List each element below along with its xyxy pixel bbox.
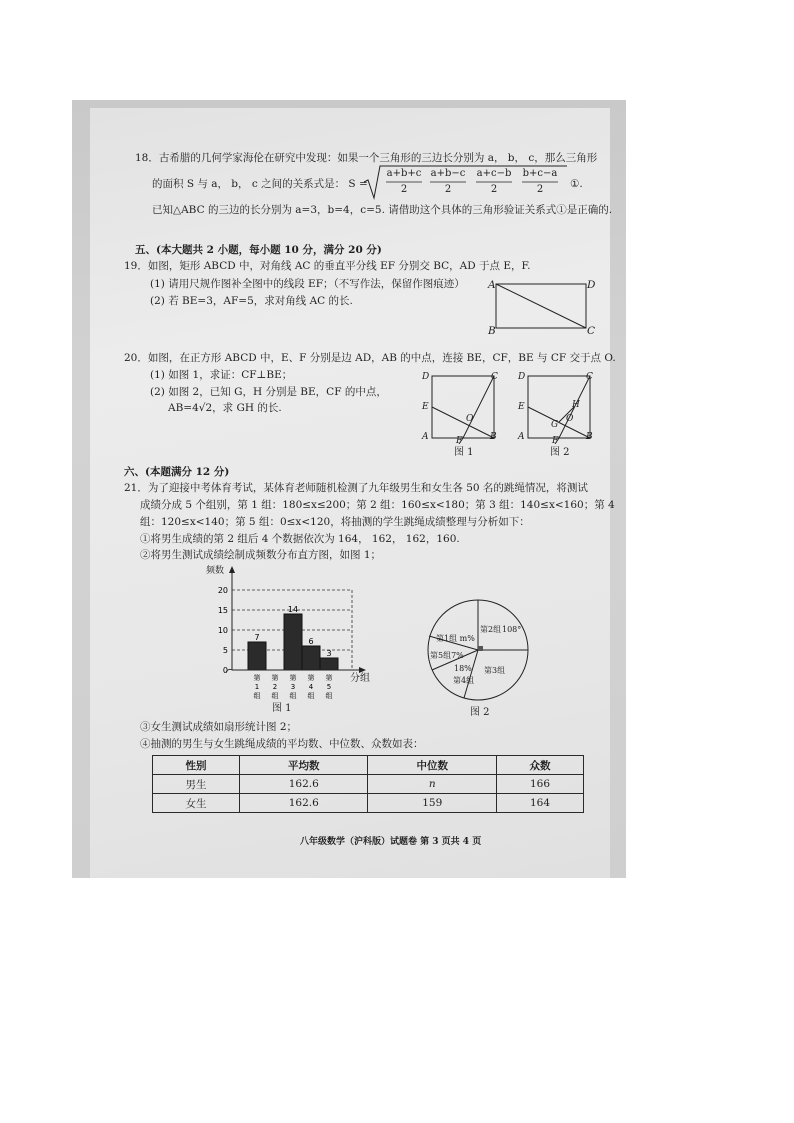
fig2-label-d: D [518,372,526,382]
fig1-label-a: A [422,432,429,442]
y-axis-arrow [229,566,235,573]
pie-label-group4-pct: 18% [454,664,472,673]
table-cell: n [368,775,497,794]
pie-caption: 图 2 [470,707,490,718]
q19-label-d: D [587,279,596,291]
histogram-xlabel: 分组 [350,673,370,684]
q21-line3: 组：120≤x<140；第 5 组：0≤x<120，将抽测的学生跳绳成绩整理与分析如下： [140,516,530,528]
histogram-ytick-label: 10 [217,626,228,635]
q21-item2: ②将男生测试成绩绘制成频数分布直方图，如图 1； [140,549,382,561]
formula-denominator-1: 2 [400,184,408,195]
table-cell: 166 [496,775,583,794]
fig1-label-b: B [490,432,497,442]
page-footer: 八年级数学（沪科版）试题卷 第 3 页共 4 页 [300,837,482,847]
fig2-label-h: H [572,400,580,410]
circled-one: ①. [570,178,583,190]
histogram-caption: 图 1 [272,703,292,714]
q19-label-a: A [488,279,496,291]
histogram-category-label: 1 [254,683,260,691]
histogram-category-label: 组 [289,692,297,700]
rectangle-abcd-figure [486,276,598,338]
fig1-label-f: F [456,436,463,446]
q21-line1: 21．为了迎接中考体育考试，某体育老师随机检测了九年级男生和女生各 50 名的跳绳情况，将测试 [124,482,588,494]
formula-denominator-3: 2 [490,184,498,195]
fig2-label-o: O [566,414,574,424]
q21-line2: 成绩分成 5 个组别，第 1 组：180≤x≤200；第 2 组：160≤x<180；第 3 组：140≤x<160；第 4 [140,499,615,511]
q18-line3: 已知△ABC 的三边的长分别为 a=3，b=4，c=5. 请借助这个具体的三角形验证关系式①是正确的. [152,204,613,216]
pie-label-group5: 第5组7% [430,651,464,660]
histogram-value-label: 6 [308,637,314,646]
table-header-mean: 平均数 [239,756,368,775]
table-cell: 164 [496,794,583,813]
fig2-label-g: G [551,420,559,430]
histogram-category-label: 第 [325,674,333,682]
q21-item4: ④抽测的男生与女生跳绳成绩的平均数、中位数、众数如表： [140,738,424,750]
histogram-bar [320,658,338,670]
fig1-label-d: D [422,372,430,382]
table-header-gender: 性别 [153,756,240,775]
fig1-caption: 图 1 [454,447,474,458]
fig1-label-o: O [466,414,474,424]
histogram-value-label: 7 [254,633,260,642]
q18-line2-prefix: 的面积 S 与 a， b， c 之间的关系式是： S = [152,178,368,190]
table-cell: 女生 [153,794,240,813]
fig1-label-e: E [422,402,429,412]
formula-numerator-4: b+c−a [522,168,558,179]
histogram-category-label: 第 [253,674,261,682]
histogram-ytick-label: 5 [222,646,228,655]
formula-numerator-1: a+b+c [386,168,422,179]
histogram-value-label: 3 [326,649,332,658]
fig2-label-b: B [586,432,593,442]
pie-label-group3: 第3组 [484,666,506,675]
histogram-category-label: 组 [307,692,315,700]
q19-part1: (1) 请用尺规作图补全图中的线段 EF；（不写作法，保留作图痕迹） [150,278,465,290]
table-header-row [153,756,584,775]
histogram-value-label: 14 [287,605,299,614]
q19-label-b: B [488,325,496,337]
fig2-label-a: A [518,432,525,442]
histogram-bar [302,646,320,670]
q19-label-c: C [587,325,596,337]
q21-item3: ③女生测试成绩如扇形统计图 2； [140,721,298,733]
table-row [153,775,584,794]
formula-denominator-4: 2 [536,184,544,195]
q21-item1: ①将男生成绩的第 2 组后 4 个数据依次为 164， 162， 162，160. [140,533,460,545]
formula-numerator-2: a+b−c [430,168,466,179]
fig2-label-e: E [518,402,525,412]
histogram-category-label: 组 [253,692,261,700]
histogram-category-label: 3 [290,683,296,691]
pie-label-group4: 第4组 [453,676,475,685]
fig2-label-f: F [552,436,559,446]
histogram-ytick-label: 0 [222,666,228,675]
histogram-ylabel: 频数 [206,566,225,576]
q20-part2a: (2) 如图 2，已知 G，H 分别是 BE，CF 的中点， [150,386,387,398]
histogram-bar [284,614,302,670]
histogram-bar [248,642,266,670]
table-cell: 162.6 [239,794,368,813]
table-cell: 男生 [153,775,240,794]
histogram-category-label: 第 [271,674,279,682]
q19-stem: 19．如图，矩形 ABCD 中，对角线 AC 的垂直平分线 EF 分别交 BC，AD 于点 E，F. [124,260,531,272]
histogram-category-label: 组 [271,692,279,700]
q18-line1: 18．古希腊的几何学家海伦在研究中发现：如果一个三角形的三边长分别为 a， b， c，那么三角形 [135,152,598,164]
q20-part2b: AB=4√2，求 GH 的长. [168,402,282,414]
histogram-category-label: 第 [289,674,297,682]
histogram-ytick-label: 15 [217,606,228,615]
right-angle-mark [478,646,483,651]
formula-numerator-3: a+c−b [476,168,512,179]
fig1-label-c: C [491,372,498,382]
pie-label-group1: 第1组 m% [436,634,475,643]
table-cell: 162.6 [239,775,368,794]
pie-label-group2-angle: 108° [502,625,522,634]
histogram-category-label: 4 [308,683,314,691]
table-header-median: 中位数 [368,756,497,775]
histogram-category-label: 组 [325,692,333,700]
histogram-category-label: 第 [307,674,315,682]
table-row [153,794,584,813]
section5-header: 五、(本大题共 2 小题，每小题 10 分，满分 20 分) [135,244,382,256]
histogram-category-label: 5 [326,683,332,691]
statistics-table [152,755,584,813]
formula-denominator-2: 2 [444,184,452,195]
q20-part1: (1) 如图 1，求证：CF⊥BE； [150,369,293,381]
section6-header: 六、(本题满分 12 分) [124,466,230,478]
q20-stem: 20．如图，在正方形 ABCD 中，E、F 分别是边 AD，AB 的中点，连接 BE，CF，BE 与 CF 交于点 O. [124,352,616,364]
q19-part2: (2) 若 BE=3，AF=5，求对角线 AC 的长. [150,295,353,307]
fig2-caption: 图 2 [550,447,570,458]
fig2-label-c: C [586,372,593,382]
table-header-mode: 众数 [496,756,583,775]
histogram-category-label: 2 [272,683,278,691]
table-cell: 159 [368,794,497,813]
histogram-ytick-label: 20 [217,586,228,595]
pie-label-group2: 第2组 [480,625,502,634]
